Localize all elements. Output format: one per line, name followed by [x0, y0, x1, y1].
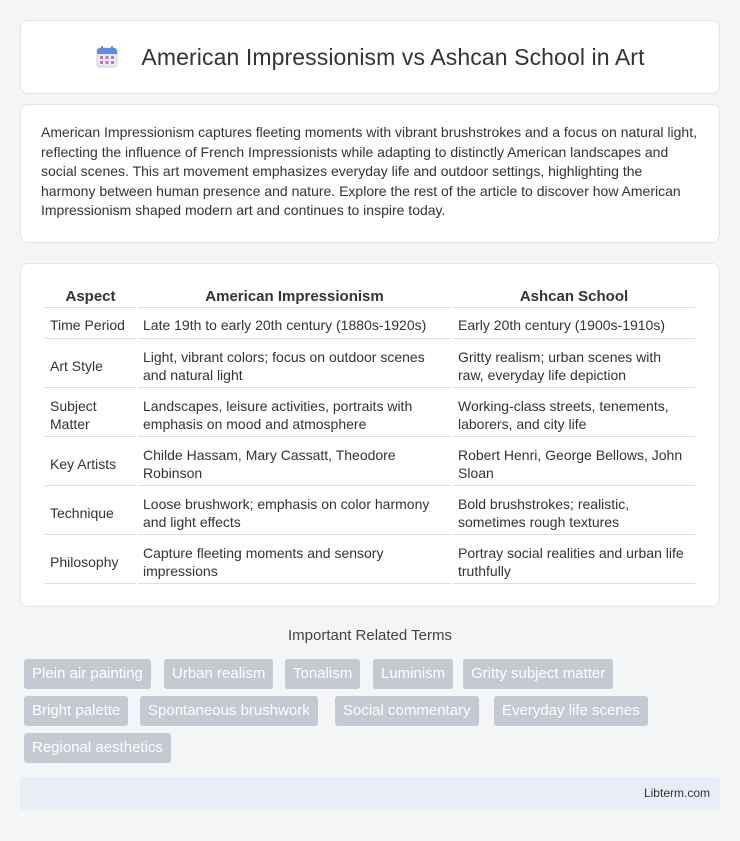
cell-aspect: Subject Matter	[45, 388, 136, 437]
calendar-icon	[95, 45, 119, 69]
page-title: American Impressionism vs Ashcan School in Art	[141, 43, 645, 70]
table-row	[45, 437, 695, 486]
comparison-table	[43, 282, 697, 584]
cell-aspect: Philosophy	[45, 535, 136, 584]
cell-american-impressionism: Capture fleeting moments and sensory impressions	[138, 535, 451, 584]
tag-urban-realism[interactable]: Urban realism	[164, 659, 273, 689]
header-american-impressionism: American Impressionism	[138, 282, 451, 308]
header-aspect: Aspect	[45, 282, 136, 308]
cell-ashcan-school: Early 20th century (1900s-1910s)	[453, 308, 695, 339]
cell-ashcan-school: Robert Henri, George Bellows, John Sloan	[453, 437, 695, 486]
cell-aspect: Key Artists	[45, 437, 136, 486]
related-terms-title: Important Related Terms	[288, 627, 452, 644]
tag-plein-air-painting[interactable]: Plein air painting	[24, 659, 151, 689]
table-row	[45, 339, 695, 388]
cell-aspect: Time Period	[45, 308, 136, 339]
tag-everyday-life-scenes[interactable]: Everyday life scenes	[494, 696, 648, 726]
tag-spontaneous-brushwork[interactable]: Spontaneous brushwork	[140, 696, 318, 726]
table-row	[45, 535, 695, 584]
cell-american-impressionism: Late 19th to early 20th century (1880s-1920s)	[138, 308, 451, 339]
cell-ashcan-school: Portray social realities and urban life truthfully	[453, 535, 695, 584]
tag-tonalism[interactable]: Tonalism	[285, 659, 360, 689]
comparison-table-card	[20, 263, 720, 607]
cell-ashcan-school: Bold brushstrokes; realistic, sometimes rough textures	[453, 486, 695, 535]
cell-american-impressionism: Childe Hassam, Mary Cassatt, Theodore Robinson	[138, 437, 451, 486]
table-row	[45, 308, 695, 339]
table-header-row	[45, 282, 695, 308]
table-row	[45, 486, 695, 535]
cell-american-impressionism: Light, vibrant colors; focus on outdoor scenes and natural light	[138, 339, 451, 388]
header-ashcan-school: Ashcan School	[453, 282, 695, 308]
tag-gritty-subject-matter[interactable]: Gritty subject matter	[463, 659, 613, 689]
tag-luminism[interactable]: Luminism	[373, 659, 453, 689]
cell-american-impressionism: Loose brushwork; emphasis on color harmony and light effects	[138, 486, 451, 535]
cell-american-impressionism: Landscapes, leisure activities, portraits with emphasis on mood and atmosphere	[138, 388, 451, 437]
tag-social-commentary[interactable]: Social commentary	[335, 696, 479, 726]
cell-aspect: Technique	[45, 486, 136, 535]
intro-paragraph: American Impressionism captures fleeting moments with vibrant brushstrokes and a focus on natural light, reflecting the influence of French Impressionists while adapting to distinctly American landscapes and social scenes. This art movement emphasizes everyday life and outdoor settings, highlighting the harmony between human presence and nature. Explore the rest of the article to discover how American Impressionism shaped modern art and continues to inspire today.	[41, 124, 697, 219]
tag-regional-aesthetics[interactable]: Regional aesthetics	[24, 733, 171, 763]
title-card	[20, 20, 720, 94]
footer-site-link[interactable]: Libterm.com	[643, 786, 710, 800]
table-row	[45, 388, 695, 437]
cell-ashcan-school: Gritty realism; urban scenes with raw, everyday life depiction	[453, 339, 695, 388]
cell-aspect: Art Style	[45, 339, 136, 388]
tag-bright-palette[interactable]: Bright palette	[24, 696, 128, 726]
intro-card	[20, 104, 720, 243]
cell-ashcan-school: Working-class streets, tenements, laborers, and city life	[453, 388, 695, 437]
footer	[20, 777, 720, 810]
